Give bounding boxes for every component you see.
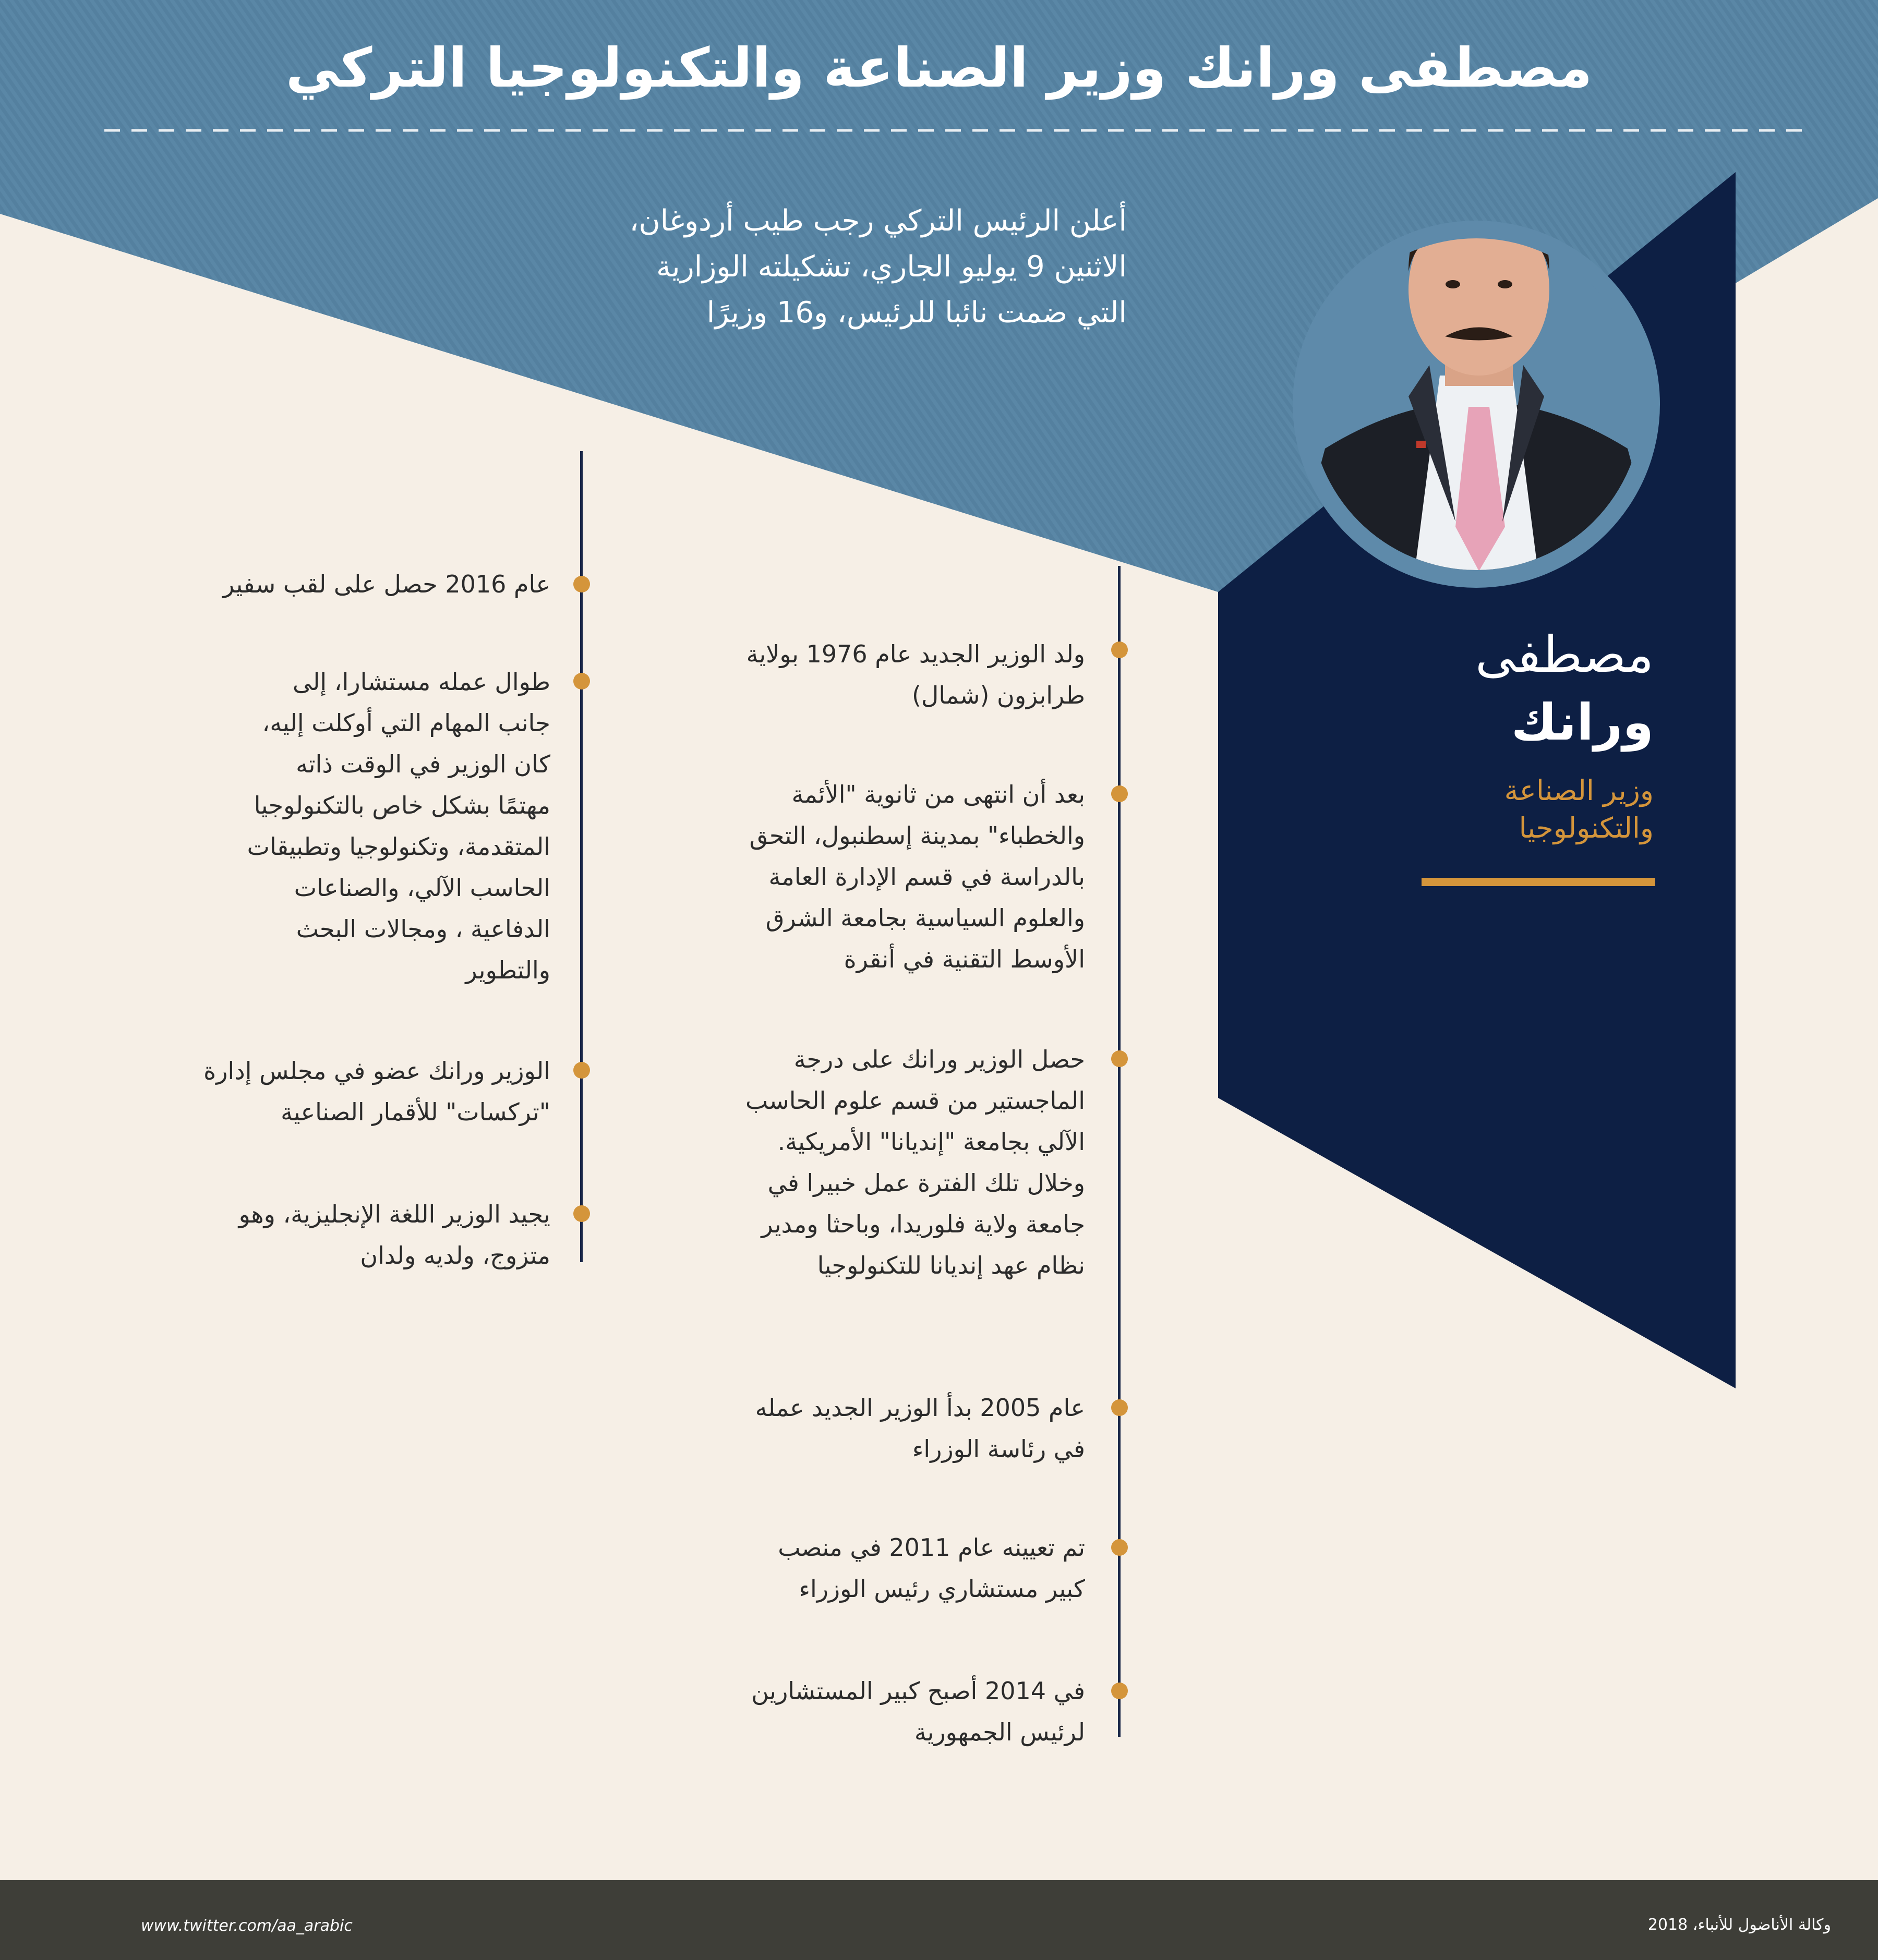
page-title: مصطفى ورانك وزير الصناعة والتكنولوجيا التركي <box>285 36 1593 100</box>
timeline-dot <box>573 1062 590 1079</box>
entry-line: الماجستير من قسم علوم الحاسب <box>745 1086 1085 1115</box>
copyright-text: وكالة الأناضول للأنباء، 2018 <box>1647 1916 1831 1934</box>
timeline-entry <box>156 1194 550 1276</box>
timeline-left-line <box>580 451 583 1262</box>
timeline-entry <box>678 1039 1085 1286</box>
timeline-dot <box>1111 1399 1128 1416</box>
entry-line: طوال عمله مستشارا، إلى <box>293 668 550 696</box>
entry-line: ولد الوزير الجديد عام 1976 بولاية <box>746 640 1085 668</box>
entry-line: الآلي بجامعة "إنديانا" الأمريكية. <box>777 1128 1085 1156</box>
timeline-dot <box>573 1205 590 1222</box>
timeline-entry <box>678 774 1085 980</box>
entry-line: لرئيس الجمهورية <box>914 1718 1085 1746</box>
timeline-entry <box>156 1050 550 1133</box>
timeline-entry <box>156 661 550 991</box>
timeline-dot <box>1111 1539 1128 1556</box>
entry-line: الوزير ورانك عضو في مجلس إدارة <box>203 1057 550 1085</box>
role-title <box>1435 772 1654 847</box>
entry-line: والخطباء" بمدينة إسطنبول، التحق <box>749 821 1085 850</box>
timeline-dot <box>573 576 590 592</box>
entry-line: "تركسات" للأقمار الصناعية <box>281 1098 550 1126</box>
timeline-entry <box>678 1527 1085 1610</box>
entry-line: الأوسط التقنية في أنقرة <box>844 945 1085 973</box>
first-name: مصطفى <box>1475 625 1654 684</box>
role-line-text: والتكنولوجيا <box>1519 812 1654 844</box>
timeline-dot <box>1111 642 1128 658</box>
entry-line: كان الوزير في الوقت ذاته <box>296 750 550 778</box>
timeline-right-line <box>1118 566 1121 1737</box>
role-underline <box>1422 878 1655 886</box>
entry-line: بالدراسة في قسم الإدارة العامة <box>768 863 1085 891</box>
timeline-dot <box>1111 1050 1128 1067</box>
entry-line: عام 2016 حصل على لقب سفير <box>223 570 550 598</box>
timeline-dot <box>1111 785 1128 802</box>
entry-line: والعلوم السياسية بجامعة الشرق <box>765 904 1085 932</box>
entry-line: طرابزون (شمال) <box>911 681 1085 709</box>
timeline-entry <box>156 564 550 605</box>
entry-line: جانب المهام التي أوكلت إليه، <box>262 709 550 737</box>
entry-line: في رئاسة الوزراء <box>912 1435 1085 1463</box>
entry-line: مهتمًا بشكل خاص بالتكنولوجيا <box>254 791 550 819</box>
last-name: ورانك <box>1511 693 1654 752</box>
entry-line: كبير مستشاري رئيس الوزراء <box>799 1575 1085 1603</box>
entry-line: المتقدمة، وتكنولوجيا وتطبيقات <box>247 832 550 861</box>
timeline-dot <box>573 673 590 689</box>
intro-line: الاثنين 9 يوليو الجاري، تشكيلته الوزارية <box>656 250 1127 284</box>
timeline-entry <box>678 1671 1085 1753</box>
timeline-entry <box>678 634 1085 716</box>
entry-line: متزوج، ولديه ولدان <box>360 1241 550 1269</box>
entry-line: وخلال تلك الفترة عمل خبيرا في <box>767 1169 1085 1197</box>
entry-line: بعد أن انتهى من ثانوية "الأئمة <box>791 780 1085 808</box>
intro-line: التي ضمت نائبا للرئيس، و16 وزيرًا <box>706 296 1127 330</box>
intro-text <box>574 198 1127 336</box>
entry-line: الدفاعية ، ومجالات البحث <box>296 915 550 943</box>
twitter-link[interactable]: www.twitter.com/aa_arabic <box>141 1917 353 1935</box>
entry-line: حصل الوزير ورانك على درجة <box>793 1045 1085 1073</box>
entry-line: نظام عهد إنديانا للتكنولوجيا <box>817 1251 1085 1279</box>
entry-line: يجيد الوزير اللغة الإنجليزية، وهو <box>238 1200 550 1228</box>
role-line-text: وزير الصناعة <box>1504 774 1654 807</box>
timeline-dot <box>1111 1683 1128 1699</box>
intro-line: أعلن الرئيس التركي رجب طيب أردوغان، <box>629 204 1127 238</box>
entry-line: عام 2005 بدأ الوزير الجديد عمله <box>755 1394 1085 1422</box>
timeline-entry <box>678 1387 1085 1470</box>
entry-line: والتطوير <box>465 956 550 984</box>
entry-line: جامعة ولاية فلوريدا، وباحثا ومدير <box>761 1210 1085 1238</box>
entry-line: تم تعيينه عام 2011 في منصب <box>778 1533 1085 1562</box>
entry-line: الحاسب الآلي، والصناعات <box>294 874 550 902</box>
entry-line: في 2014 أصبح كبير المستشارين <box>751 1677 1085 1705</box>
